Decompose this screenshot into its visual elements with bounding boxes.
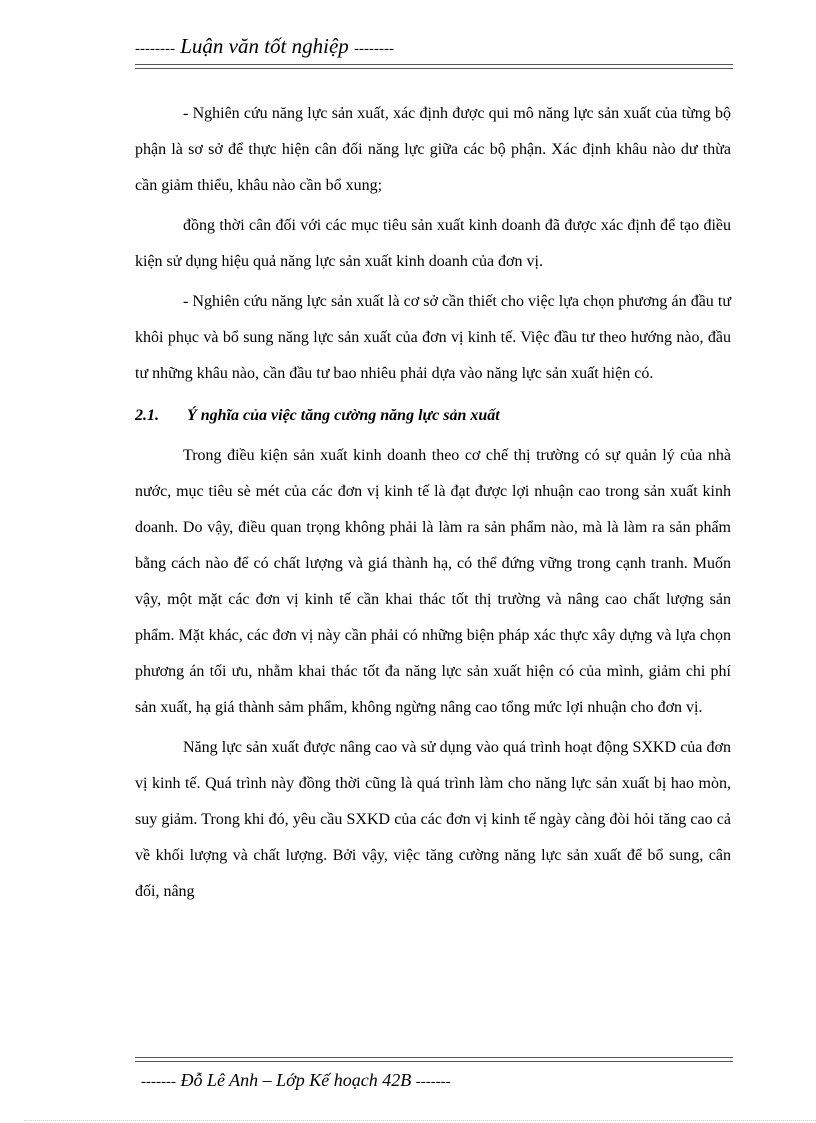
header-divider <box>135 64 733 69</box>
paragraph: - Nghiên cứu năng lực sản xuất là cơ sở cần thiết cho việc lựa chọn phương án đầu tư khôi phục và bổ sung năng lực sản xuất của đơn vị kinh tế. Việc đầu tư theo hướng nào, đầu tư những khâu nào, cần đầu tư bao nhiêu phải dựa vào năng lực sản xuất hiện có. <box>135 293 731 382</box>
footer-divider <box>135 1057 733 1062</box>
header-dash-left: -------- <box>135 41 175 57</box>
paragraph: đồng thời cân đối với các mục tiêu sản xuất kinh doanh đã được xác định để tạo điều kiện sử dụng hiệu quả năng lực sản xuất kinh doanh của đơn vị. <box>135 217 731 270</box>
paragraph: Trong điều kiện sản xuất kinh doanh theo cơ chế thị trường có sự quản lý của nhà nước, mục tiêu sè mét của các đơn vị kinh tế là đạt được lợi nhuận cao trong sản xuất kinh doanh. Do vậy, điều quan trọng không phải là làm ra sản phẩm nào, mà là làm ra sản phẩm bằng cách nào để có chất lượng và giá thành hạ, có thể đứng vững trong cạnh tranh. Muốn vậy, một mặt các đơn vị kinh tế cần khai thác tốt thị trường và nâng cao chất lượng sản phẩm. Mặt khác, các đơn vị này cần phải có những biện pháp xác thực xây dựng và lựa chọn phương án tối ưu, nhằm khai thác tốt đa năng lực sản xuất hiện có của mình, giảm chi phí sản xuất, hạ giá thành sảm phẩm, không ngừng nâng cao tổng mức lợi nhuận cho đơn vị. <box>135 447 731 716</box>
section-heading <box>135 398 731 434</box>
section-title: Ý nghĩa của việc tăng cường năng lực sản xuất <box>187 407 500 424</box>
header-title: Luận văn tốt nghiệp <box>180 34 349 58</box>
paragraph: Năng lực sản xuất được nâng cao và sử dụng vào quá trình hoạt động SXKD của đơn vị kinh tế. Quá trình này đồng thời cũng là quá trình làm cho năng lực sản xuất bị hao mòn, suy giảm. Trong khi đó, yêu cầu SXKD của các đơn vị kinh tế ngày càng đòi hỏi tăng cao cả về khối lượng và chất lượng. Bởi vậy, việc tăng cường năng lực sản xuất để bổ sung, cân đối, nâng <box>135 739 731 900</box>
header-dash-right: -------- <box>354 41 395 57</box>
footer-dash-left: ------- <box>141 1074 176 1090</box>
page-footer <box>141 1066 741 1096</box>
page-edge <box>24 1120 816 1121</box>
paragraph: - Nghiên cứu năng lực sản xuất, xác định được qui mô năng lực sản xuất của từng bộ phận là sơ sở để thực hiện cân đối năng lực giữa các bộ phận. Xác định khâu nào dư thừa cần giảm thiểu, khâu nào cần bổ xung; <box>135 105 731 194</box>
page-header <box>135 32 735 63</box>
footer-author: Đỗ Lê Anh – Lớp Kế hoạch 42B <box>180 1070 412 1090</box>
document-body <box>135 96 731 914</box>
footer-dash-right: ------- <box>415 1074 451 1090</box>
section-number: 2.1. <box>135 407 159 424</box>
